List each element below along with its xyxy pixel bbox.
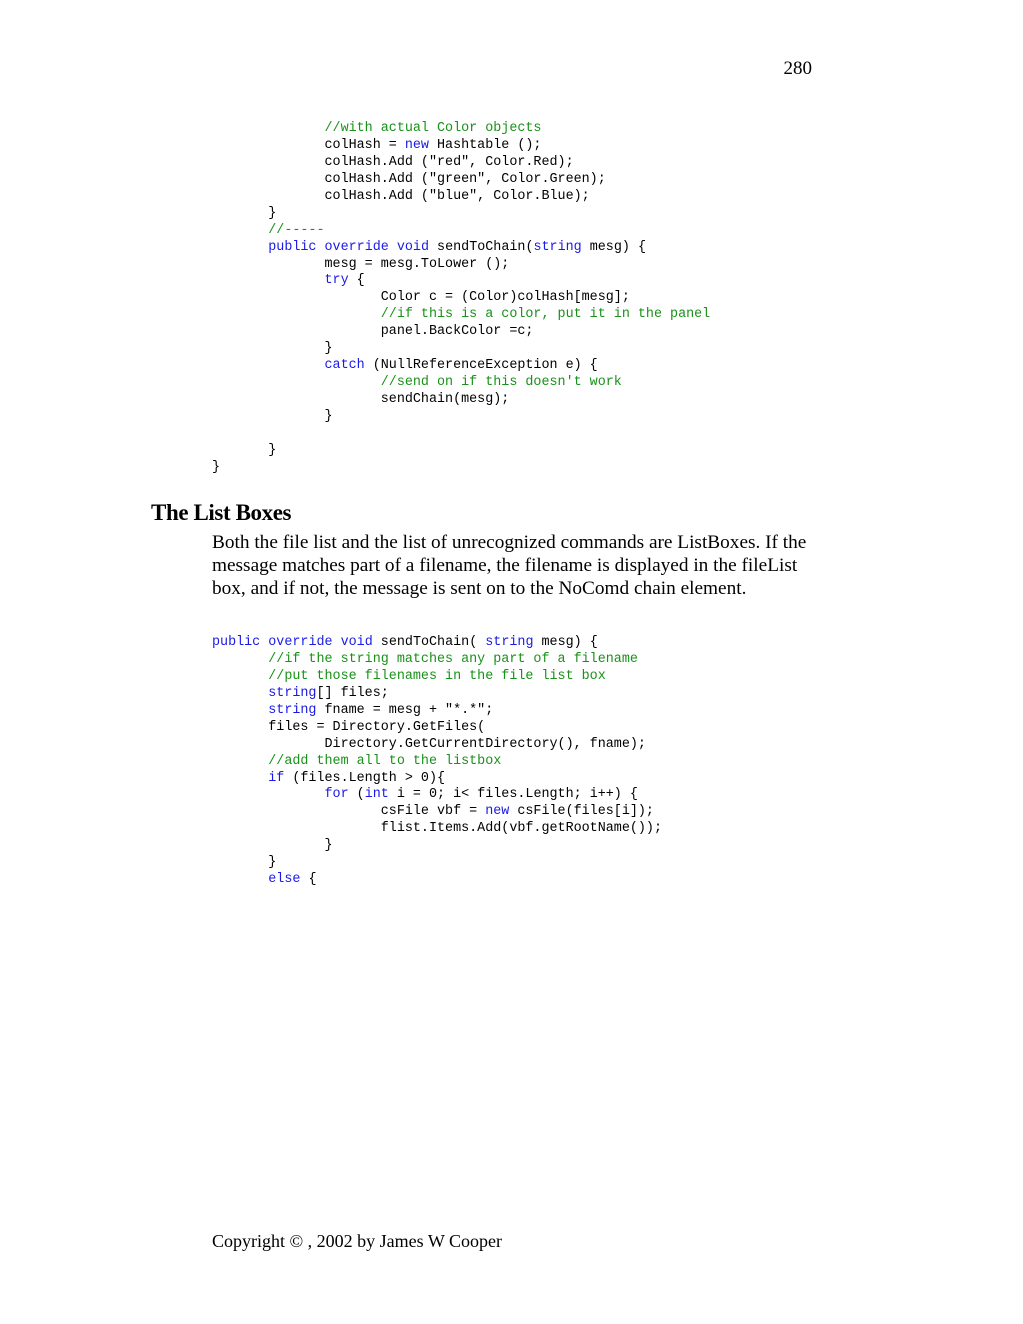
code-block-top <box>212 121 710 477</box>
code-text: csFile(files[i]); <box>509 804 654 820</box>
code-keyword: for <box>324 787 349 803</box>
code-comment: //send on if this doesn't work <box>380 375 622 391</box>
code-line <box>212 375 710 392</box>
code-keyword: string <box>268 685 317 701</box>
code-line <box>212 838 662 855</box>
code-text: colHash.Add ("green", Color.Green); <box>212 171 606 187</box>
code-line <box>212 307 710 324</box>
code-comment: //add them all to the listbox <box>268 753 502 769</box>
code-keyword: string <box>268 702 317 718</box>
code-line <box>212 409 710 426</box>
code-text: mesg = mesg.ToLower (); <box>212 256 510 272</box>
code-text: Color c = (Color)colHash[mesg]; <box>212 290 630 306</box>
code-text <box>212 375 381 390</box>
code-text <box>212 669 268 684</box>
code-line <box>212 189 710 206</box>
code-line <box>212 121 710 138</box>
code-text: } <box>212 442 277 458</box>
code-line <box>212 872 662 889</box>
code-text: } <box>212 459 221 475</box>
section-heading: The List Boxes <box>151 500 292 525</box>
code-text <box>212 358 325 373</box>
code-text: Directory.GetCurrentDirectory(), fname); <box>212 736 646 752</box>
code-text: (NullReferenceException e) { <box>364 358 598 374</box>
code-text: { <box>348 273 365 289</box>
code-line <box>212 635 662 652</box>
code-line <box>212 821 662 838</box>
code-text: } <box>212 855 277 871</box>
code-keyword: else <box>268 872 301 888</box>
code-text <box>333 635 341 650</box>
code-keyword: override <box>324 239 389 255</box>
code-line <box>212 223 710 240</box>
code-keyword: void <box>340 635 373 650</box>
code-text: Hashtable (); <box>428 137 542 153</box>
code-text <box>212 787 325 802</box>
code-text: [] files; <box>316 685 389 701</box>
code-text <box>212 240 268 255</box>
code-line <box>212 669 662 686</box>
code-text <box>389 240 397 255</box>
copyright-footer: Copyright © , 2002 by James W Cooper <box>212 1231 502 1251</box>
code-keyword: try <box>324 273 349 289</box>
code-text: colHash = <box>212 137 405 153</box>
code-keyword: if <box>268 770 285 786</box>
code-text: ( <box>348 787 365 803</box>
code-text: panel.BackColor =c; <box>212 324 534 340</box>
code-line <box>212 426 710 443</box>
code-text: } <box>212 838 333 854</box>
code-line <box>212 341 710 358</box>
code-line <box>212 652 662 669</box>
section-paragraph: Both the file list and the list of unrecognized commands are ListBoxes. If the message matches part of a filename, the filename is displayed in the fileList box, and if not, the message is sent on to the NoComd chain element. <box>212 532 807 600</box>
code-text <box>212 307 381 322</box>
code-text: } <box>212 341 333 357</box>
code-text: (files.Length > 0){ <box>284 770 446 786</box>
code-line <box>212 754 662 771</box>
code-comment: //with actual Color objects <box>324 121 542 136</box>
code-text: sendChain(mesg); <box>212 392 510 407</box>
code-text <box>212 121 325 136</box>
code-line <box>212 358 710 375</box>
code-keyword: void <box>396 239 430 255</box>
code-text <box>316 240 324 255</box>
code-text <box>212 754 268 769</box>
code-comment: //if the string matches any part of a filename <box>268 651 638 667</box>
code-line <box>212 257 710 274</box>
code-text: colHash.Add ("blue", Color.Blue); <box>212 188 590 204</box>
code-text <box>212 652 268 667</box>
code-line <box>212 771 662 788</box>
code-keyword: new <box>404 137 429 153</box>
code-text: csFile vbf = <box>212 804 486 820</box>
code-line <box>212 855 662 872</box>
page-number: 280 <box>783 58 812 79</box>
code-line <box>212 240 710 257</box>
code-text: { <box>300 872 317 888</box>
code-line <box>212 460 710 477</box>
code-keyword: int <box>364 787 389 803</box>
code-keyword: string <box>485 635 534 650</box>
code-comment: //put those filenames in the file list box <box>268 668 606 684</box>
code-line <box>212 443 710 460</box>
code-line <box>212 703 662 720</box>
code-text: } <box>212 408 333 424</box>
code-block-list-boxes <box>212 635 662 889</box>
code-text <box>212 872 268 887</box>
code-text: i = 0; i< files.Length; i++) { <box>388 787 638 803</box>
code-text: } <box>212 205 277 221</box>
code-text: sendToChain( <box>429 239 534 255</box>
code-text: fname = mesg + "*.*"; <box>316 702 494 718</box>
code-line <box>212 686 662 703</box>
code-text: colHash.Add ("red", Color.Red); <box>212 154 574 170</box>
code-text: files = Directory.GetFiles( <box>212 719 486 735</box>
code-line <box>212 155 710 172</box>
code-keyword: string <box>533 239 582 255</box>
code-keyword: override <box>268 635 333 650</box>
code-comment: //----- <box>268 222 325 238</box>
code-text: mesg) { <box>581 239 646 255</box>
code-text: flist.Items.Add(vbf.getRootName()); <box>212 821 662 837</box>
code-text <box>212 686 268 701</box>
code-comment: //if this is a color, put it in the panel <box>380 307 711 323</box>
code-line <box>212 804 662 821</box>
code-line <box>212 138 710 155</box>
code-keyword: new <box>485 804 510 820</box>
code-line <box>212 720 662 737</box>
code-line <box>212 392 710 409</box>
code-line <box>212 206 710 223</box>
code-text: mesg) { <box>533 635 598 650</box>
code-line <box>212 787 662 804</box>
code-text: sendToChain( <box>372 635 486 650</box>
code-line <box>212 273 710 290</box>
code-text <box>212 223 268 238</box>
code-keyword: catch <box>324 358 365 374</box>
code-text <box>212 703 268 718</box>
code-keyword: public <box>212 635 261 650</box>
code-line <box>212 324 710 341</box>
code-text <box>212 273 325 288</box>
code-line <box>212 172 710 189</box>
code-keyword: public <box>268 239 317 255</box>
code-line <box>212 737 662 754</box>
code-text <box>212 771 268 786</box>
code-line <box>212 290 710 307</box>
